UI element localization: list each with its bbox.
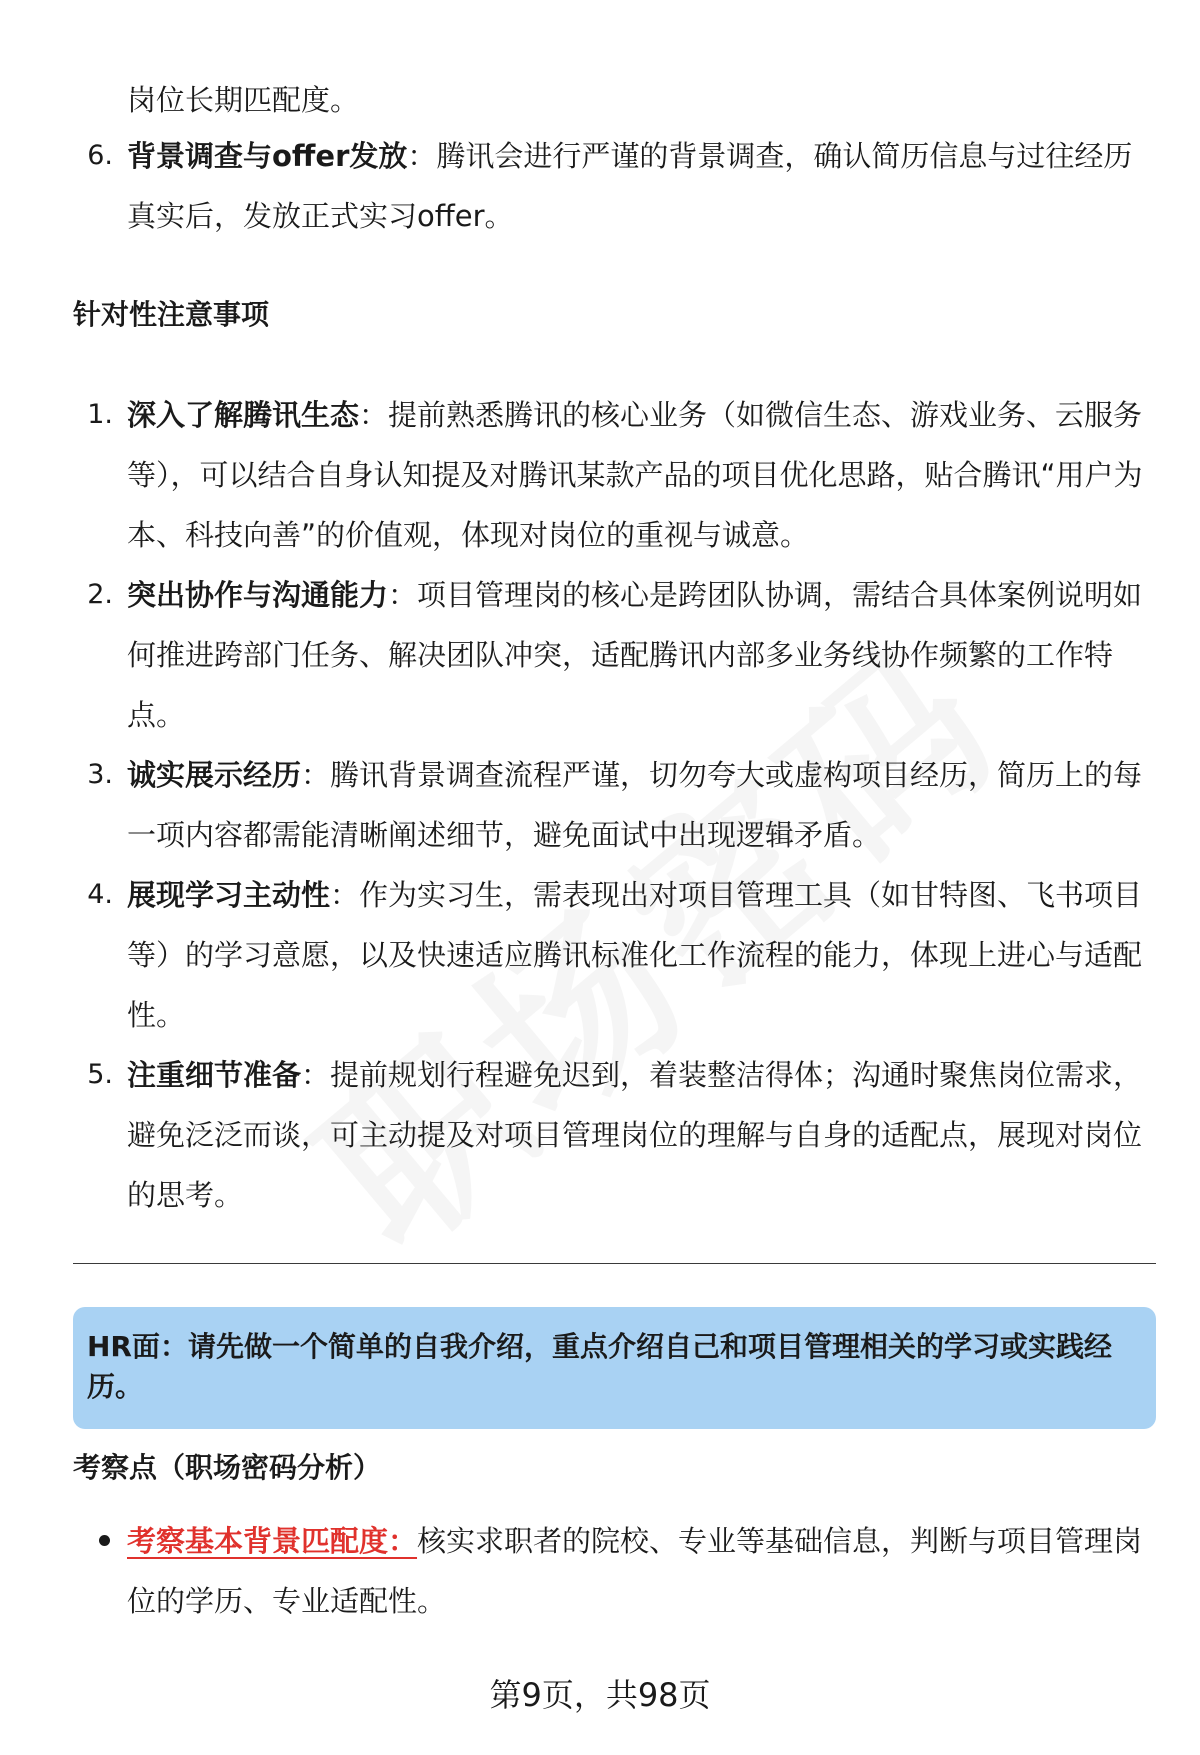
analysis-label: 考察基本背景匹配度：	[127, 1524, 418, 1558]
item-body: ：提前熟悉腾讯的核心业务（如微信生态、游戏业务、云服务等），可以结合自身认知提及对腾讯某款产品的项目优化思路，贴合腾讯“用户为本、科技向善”的价值观，体现对岗位的重视与诚意。	[127, 398, 1143, 552]
analysis-body: 核实求职者的院校、专业等基础信息，判断与项目管理岗位的学历、专业适配性。	[127, 1524, 1143, 1618]
item-body: ：腾讯背景调查流程严谨，切勿夸大或虚构项目经历，简历上的每一项内容都需能清晰阐述细节，避免面试中出现逻辑矛盾。	[127, 758, 1143, 852]
item-body: ：项目管理岗的核心是跨团队协调，需结合具体案例说明如何推进跨部门任务、解决团队冲突，适配腾讯内部多业务线协作频繁的工作特点。	[127, 578, 1143, 732]
item-title: 展现学习主动性	[127, 878, 331, 912]
item-number: 6.	[87, 140, 113, 171]
item-title: 诚实展示经历	[127, 758, 302, 792]
section-divider	[73, 1263, 1156, 1264]
item-number: 4.	[87, 879, 113, 910]
bullet-icon	[99, 1535, 110, 1546]
item-body: ：作为实习生，需表现出对项目管理工具（如甘特图、飞书项目等）的学习意愿，以及快速适应腾讯标准化工作流程的能力，体现上进心与适配性。	[127, 878, 1143, 1032]
analysis-heading: 考察点（职场密码分析）	[73, 1451, 382, 1484]
item-number: 5.	[87, 1059, 113, 1090]
item-title: 背景调查与offer发放	[127, 139, 408, 173]
item-number: 1.	[87, 399, 113, 430]
item-number: 2.	[87, 579, 113, 610]
page-number: 第9页，共98页	[489, 1676, 711, 1714]
tips-heading: 针对性注意事项	[73, 298, 270, 331]
item-title: 突出协作与沟通能力	[127, 578, 389, 612]
item-body: ：腾讯会进行严谨的背景调查，确认简历信息与过往经历真实后，发放正式实习offer。	[127, 139, 1133, 233]
item-number: 3.	[87, 759, 113, 790]
item-title: 注重细节准备	[127, 1058, 302, 1092]
hr-question-box: HR面：请先做一个简单的自我介绍，重点介绍自己和项目管理相关的学习或实践经历。	[73, 1307, 1156, 1429]
item-body: ：提前规划行程避免迟到，着装整洁得体；沟通时聚焦岗位需求，避免泛泛而谈，可主动提及对项目管理岗位的理解与自身的适配点，展现对岗位的思考。	[127, 1058, 1143, 1212]
item-title: 深入了解腾讯生态	[127, 398, 360, 432]
continuation-text: 岗位长期匹配度。	[127, 83, 360, 117]
